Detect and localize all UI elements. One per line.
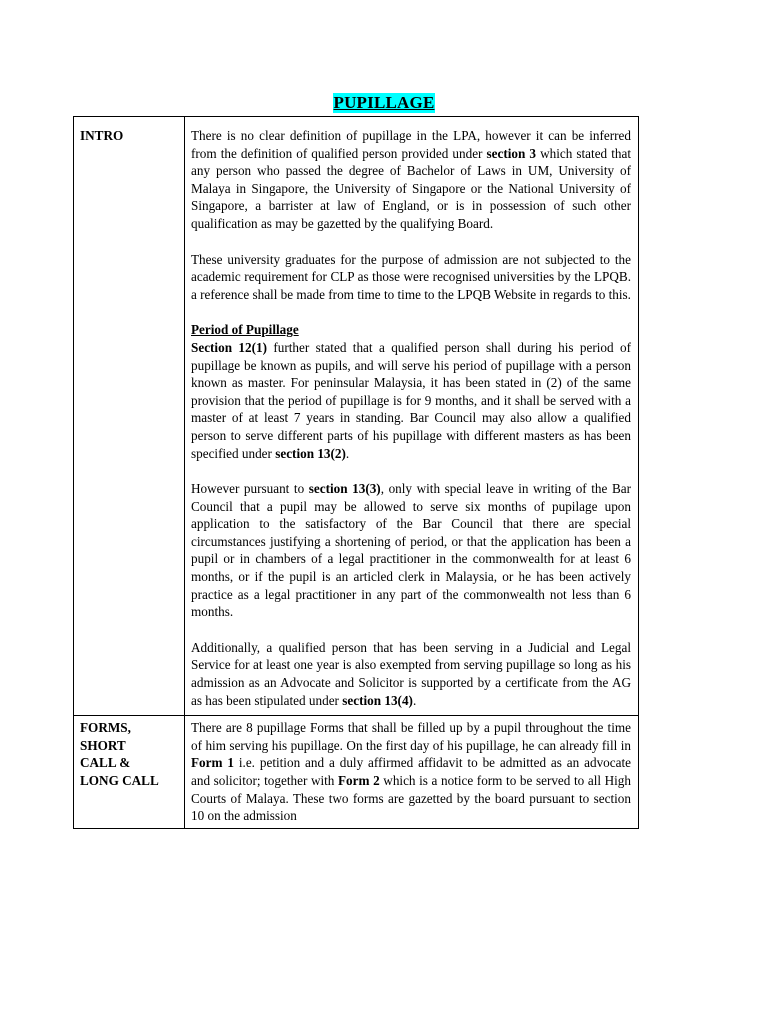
row-content-intro: [185, 117, 639, 716]
bold-reference: section 13(2): [275, 445, 346, 461]
table-row-forms: [74, 716, 639, 829]
text-run: Additionally, a qualified person that has been serving in a Judicial and Legal Service for at least one year is also exempted from serving pupillage so long as his admission as an Advocate and Solicitor is supported by a certificate from the AG as has been stipulated under: [191, 639, 631, 708]
text-run: There is no clear definition of pupillage in the LPA, however it can be inferred from the definition of qualified person provided under: [191, 128, 631, 161]
text-run: These university graduates for the purpose of admission are not subjected to the academic requirement for CLP as those were recognised universities by the LPQB. a reference shall be made from time to time to the LPQB Website in regards to this.: [191, 251, 631, 302]
text-run: .: [345, 445, 350, 461]
text-run: .: [412, 692, 417, 708]
bold-reference: section 13(4): [342, 692, 413, 708]
title-wrapper: [0, 93, 768, 113]
paragraph-period: [191, 321, 631, 462]
label-line: FORMS,: [80, 720, 131, 736]
text-run: i.e. petition and a duly affirmed affidavit to be admitted as an advocate and solicitor; together with: [191, 755, 632, 788]
label-line: SHORT: [80, 737, 126, 753]
document-title: PUPILLAGE: [333, 93, 435, 112]
row-label-intro: INTRO: [74, 117, 185, 716]
text-run: However pursuant to: [191, 481, 309, 497]
paragraph-special-leave: [191, 480, 631, 621]
text-run: which is a notice form to be served to all High Courts of Malaya. These two forms are gazetted by the board pursuant to section 10 on the admission: [191, 773, 631, 824]
bold-reference: Form 1: [191, 755, 234, 771]
bold-reference: Section 12(1): [191, 339, 267, 355]
bold-reference: Form 2: [338, 773, 380, 788]
row-content-forms: [185, 716, 639, 829]
text-run: , only with special leave in writing of the Bar Council that a pupil may be allowed to serve six months of pupilage upon application to the satisfactory of the Bar Council that there are special circumstances justifying a shortening of period, or that the application has been a pupil or in chambers of a legal practitioner in the commonwealth for at least 6 months, or if the pupil is an articled clerk in Malaysia, or he has been actively practice as a legal practitioner in any part of the commonwealth not less than 6 months.: [191, 481, 631, 620]
pupillage-table: [73, 116, 639, 829]
paragraph-graduates: [191, 251, 631, 304]
paragraph-exemption: [191, 639, 631, 709]
paragraph-forms: [191, 719, 631, 825]
table-row-intro: [74, 117, 639, 716]
section-heading-period: Period of Pupillage: [191, 322, 299, 338]
text-run: which stated that any person who passed the degree of Bachelor of Laws in UM, University of Malaya in Singapore, the University of Singapore or the National University of Singapore, a barrister at law of England, or is in possession of such other qualification as may be gazetted by the qualifying Board.: [191, 145, 631, 231]
row-label-forms: [74, 716, 185, 829]
label-line: CALL &: [80, 755, 131, 771]
bold-reference: section 3: [486, 145, 537, 161]
text-run: further stated that a qualified person shall during his period of pupillage be known as pupils, and will serve his period of pupillage with a person known as master. For peninsular Malaysia, it has been stated in (2) of the same provision that the period of pupillage is for 9 months, and it shall be served with a master of at least 7 years in standing. Bar Council may also allow a qualified person to serve different parts of his pupillage with different masters as has been specified under: [191, 339, 631, 461]
label-line: LONG CALL: [80, 773, 159, 788]
paragraph-definition: [191, 127, 631, 233]
bold-reference: section 13(3): [308, 481, 381, 497]
text-run: There are 8 pupillage Forms that shall be filled up by a pupil throughout the time of him serving his pupillage. On the first day of his pupillage, he can already fill in: [191, 720, 631, 753]
